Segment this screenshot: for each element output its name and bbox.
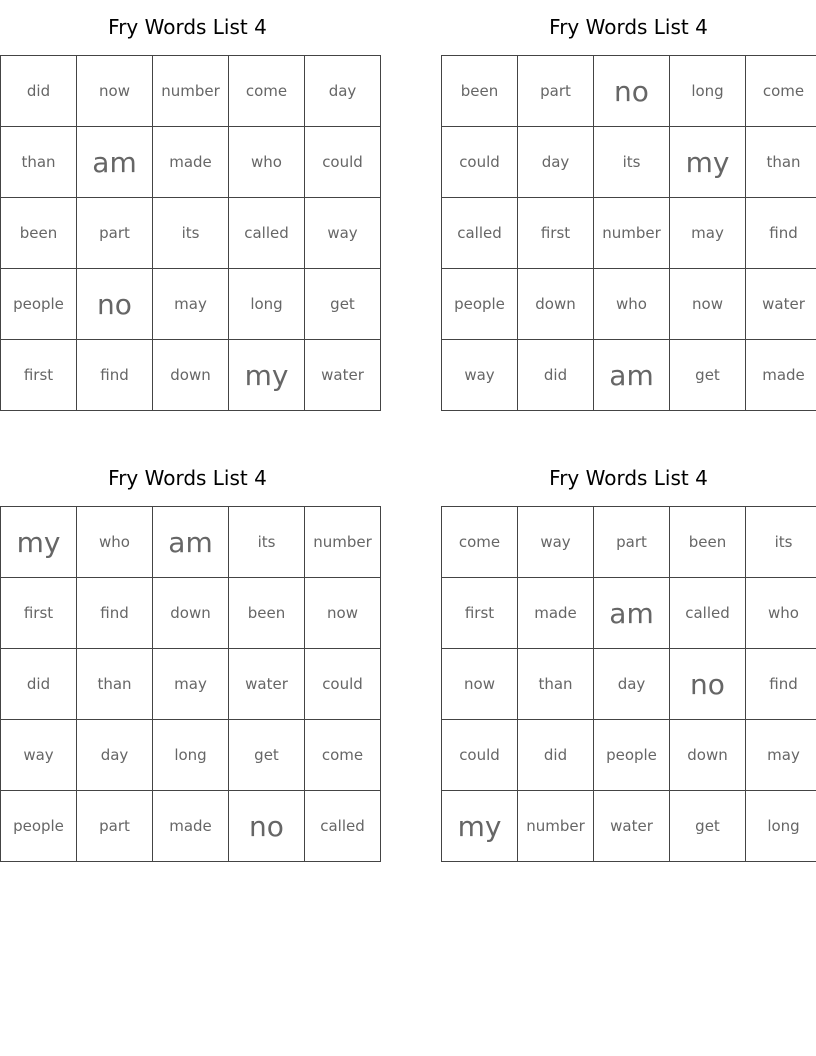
grid-cell: who [77,507,153,578]
grid-cell: my [442,791,518,862]
grid-cell: long [229,269,305,340]
grid-cell: could [305,127,381,198]
grid-cell: first [442,578,518,649]
grid-cell: water [229,649,305,720]
grid-cell: did [1,56,77,127]
grid-cell: down [153,340,229,411]
grid-row [442,340,816,411]
grid-cell: part [594,507,670,578]
card-title: Fry Words List 4 [549,15,708,39]
grid-cell: way [1,720,77,791]
grid-row [1,269,381,340]
grid-cell: made [518,578,594,649]
grid-cell: number [305,507,381,578]
grid-cell: people [442,269,518,340]
grid-cell: called [670,578,746,649]
grid-cell: get [670,791,746,862]
grid-row [442,791,816,862]
bingo-grid [0,55,381,411]
grid-cell: come [746,56,816,127]
grid-cell: who [229,127,305,198]
card-title: Fry Words List 4 [108,15,267,39]
grid-row [442,56,816,127]
grid-cell: way [518,507,594,578]
grid-cell: find [746,198,816,269]
grid-cell: did [1,649,77,720]
grid-cell: down [153,578,229,649]
grid-cell: may [746,720,816,791]
grid-cell: may [670,198,746,269]
grid-cell: find [746,649,816,720]
grid-cell: part [518,56,594,127]
bingo-grid [441,55,816,411]
grid-cell: called [442,198,518,269]
grid-row [442,127,816,198]
grid-row [1,649,381,720]
grid-cell: did [518,720,594,791]
grid-cell: find [77,340,153,411]
grid-cell: people [1,269,77,340]
grid-row [1,127,381,198]
grid-cell: its [229,507,305,578]
grid-cell: my [1,507,77,578]
grid-cell: number [594,198,670,269]
grid-row [442,720,816,791]
grid-cell: day [518,127,594,198]
grid-cell: am [77,127,153,198]
grid-cell: part [77,791,153,862]
grid-cell: could [442,720,518,791]
grid-cell: find [77,578,153,649]
grid-cell: now [77,56,153,127]
card-title: Fry Words List 4 [108,466,267,490]
grid-cell: been [1,198,77,269]
grid-cell: may [153,649,229,720]
grid-cell: part [77,198,153,269]
grid-row [1,578,381,649]
grid-cell: get [229,720,305,791]
grid-cell: could [305,649,381,720]
bingo-grid [0,506,381,862]
grid-cell: now [305,578,381,649]
grid-cell: first [1,340,77,411]
grid-cell: day [305,56,381,127]
grid-cell: way [442,340,518,411]
grid-cell: get [305,269,381,340]
grid-cell: than [518,649,594,720]
grid-cell: no [77,269,153,340]
grid-row [1,791,381,862]
grid-cell: than [77,649,153,720]
grid-cell: who [594,269,670,340]
grid-cell: water [305,340,381,411]
grid-cell: down [518,269,594,340]
grid-row [442,649,816,720]
grid-cell: people [594,720,670,791]
grid-cell: number [518,791,594,862]
grid-cell: called [229,198,305,269]
grid-cell: get [670,340,746,411]
grid-cell: am [594,578,670,649]
grid-cell: its [153,198,229,269]
grid-cell: made [153,127,229,198]
grid-cell: than [1,127,77,198]
grid-cell: my [670,127,746,198]
grid-cell: its [746,507,816,578]
grid-cell: am [153,507,229,578]
grid-cell: may [153,269,229,340]
grid-cell: long [153,720,229,791]
grid-cell: people [1,791,77,862]
grid-cell: come [305,720,381,791]
grid-cell: been [670,507,746,578]
grid-cell: no [670,649,746,720]
grid-cell: first [518,198,594,269]
grid-row [442,507,816,578]
grid-cell: come [442,507,518,578]
grid-cell: could [442,127,518,198]
grid-cell: down [670,720,746,791]
grid-cell: made [153,791,229,862]
grid-cell: my [229,340,305,411]
grid-cell: first [1,578,77,649]
grid-cell: been [442,56,518,127]
grid-cell: called [305,791,381,862]
grid-row [1,198,381,269]
grid-cell: no [594,56,670,127]
grid-cell: day [77,720,153,791]
grid-row [1,56,381,127]
grid-cell: no [229,791,305,862]
card-title: Fry Words List 4 [549,466,708,490]
grid-cell: been [229,578,305,649]
grid-row [442,198,816,269]
grid-cell: water [746,269,816,340]
grid-row [442,269,816,340]
grid-cell: did [518,340,594,411]
grid-cell: its [594,127,670,198]
grid-row [442,578,816,649]
grid-cell: made [746,340,816,411]
grid-row [1,720,381,791]
grid-cell: come [229,56,305,127]
grid-cell: water [594,791,670,862]
grid-cell: long [670,56,746,127]
grid-cell: number [153,56,229,127]
grid-cell: way [305,198,381,269]
grid-cell: day [594,649,670,720]
grid-cell: am [594,340,670,411]
grid-cell: now [442,649,518,720]
bingo-grid [441,506,816,862]
grid-row [1,507,381,578]
grid-cell: long [746,791,816,862]
grid-cell: now [670,269,746,340]
grid-row [1,340,381,411]
grid-cell: than [746,127,816,198]
grid-cell: who [746,578,816,649]
